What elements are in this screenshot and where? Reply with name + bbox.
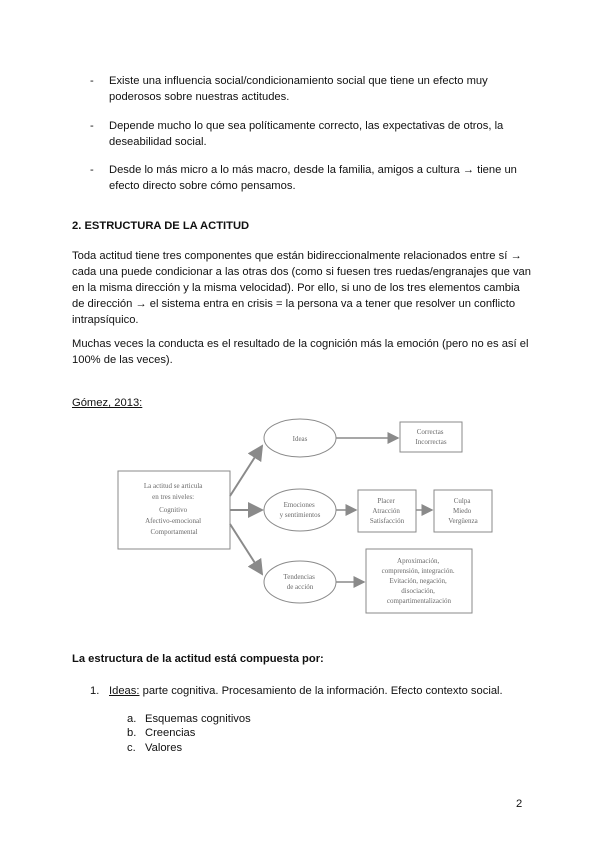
- numbered-item-number: 1.: [90, 685, 100, 697]
- sub-text: Creencias: [145, 727, 196, 739]
- source-citation: Gómez, 2013:: [72, 397, 143, 409]
- box-guilt-text: Culpa Miedo Vergüenza: [448, 497, 478, 525]
- sub-letter: a.: [127, 713, 137, 725]
- box-correct: [400, 422, 462, 452]
- bullet-line: Desde lo más micro a lo más macro, desde la familia, amigos a cultura → tiene un: [109, 164, 517, 176]
- sub-letter: c.: [127, 742, 136, 754]
- paragraph-line: intrapsíquico.: [72, 314, 139, 326]
- paragraph-behavior: [72, 336, 542, 368]
- paragraph-line: en la misma dirección y la misma velocidad). Por ello, si uno de los tres elementos cambia: [72, 282, 520, 294]
- ellipse-tendencies-label: Tendencias de acción: [283, 573, 315, 591]
- bullet-line: Existe una influencia social/condicionamiento social que tiene un efecto muy: [109, 75, 488, 87]
- paragraph-line: Muchas veces la conducta es el resultado de la cognición más la emoción (pero no es así el: [72, 338, 529, 350]
- paragraph-line: 100% de las veces).: [72, 354, 173, 366]
- bullet-marker: -: [90, 120, 94, 132]
- numbered-item-term: Ideas:: [109, 685, 140, 697]
- list-heading: La estructura de la actitud está compuesta por:: [72, 653, 324, 665]
- ellipse-emotions-label: Emociones y sentimientos: [279, 501, 321, 519]
- arrow-to-ideas: [230, 446, 262, 496]
- bullet-text: [109, 73, 529, 105]
- paragraph-components: [72, 248, 542, 328]
- box-approach-text: Aproximación, comprensión, integración. Evitación, negación, disociación, compartimentalización: [381, 557, 455, 605]
- paragraph-line: Toda actitud tiene tres componentes que están bidireccionalmente relacionados entre sí →: [72, 250, 522, 262]
- bullet-line: deseabilidad social.: [109, 136, 207, 148]
- bullet-text: [109, 162, 529, 194]
- left-box-text: La actitud se articula en tres niveles: Cognitivo Afectivo-emocional Comportamental: [143, 482, 203, 536]
- box-correct-text: Correctas Incorrectas: [415, 428, 447, 446]
- paragraph-line: cada una puede condicionar a las otras dos (como si fuesen tres ruedas/engranajes que van: [72, 266, 531, 278]
- ellipse-emotions: [264, 489, 336, 531]
- paragraph-line: de dirección → el sistema entra en crisis = la persona va a tener que resolver un conflicto: [72, 298, 516, 310]
- numbered-item: [109, 683, 549, 699]
- bullet-marker: -: [90, 164, 94, 176]
- sub-text: Esquemas cognitivos: [145, 713, 251, 725]
- arrow-to-tendencies: [230, 524, 262, 574]
- section-title: 2. ESTRUCTURA DE LA ACTITUD: [72, 220, 250, 232]
- page-number: 2: [516, 798, 523, 810]
- sub-letter: b.: [127, 727, 137, 739]
- bullet-line: Depende mucho lo que sea políticamente correcto, las expectativas de otros, la: [109, 120, 504, 132]
- attitude-structure-diagram: [112, 410, 502, 635]
- numbered-item-text: parte cognitiva. Procesamiento de la información. Efecto contexto social.: [139, 685, 503, 697]
- bullet-marker: -: [90, 75, 94, 87]
- bullet-line: poderosos sobre nuestras actitudes.: [109, 91, 290, 103]
- sub-text: Valores: [145, 742, 183, 754]
- ellipse-tendencies: [264, 561, 336, 603]
- box-pleasure-text: Placer Atracción Satisfacción: [369, 497, 405, 525]
- ellipse-ideas-label: Ideas: [292, 435, 308, 443]
- bullet-line: efecto directo sobre cómo pensamos.: [109, 180, 296, 192]
- bullet-text: [109, 118, 529, 150]
